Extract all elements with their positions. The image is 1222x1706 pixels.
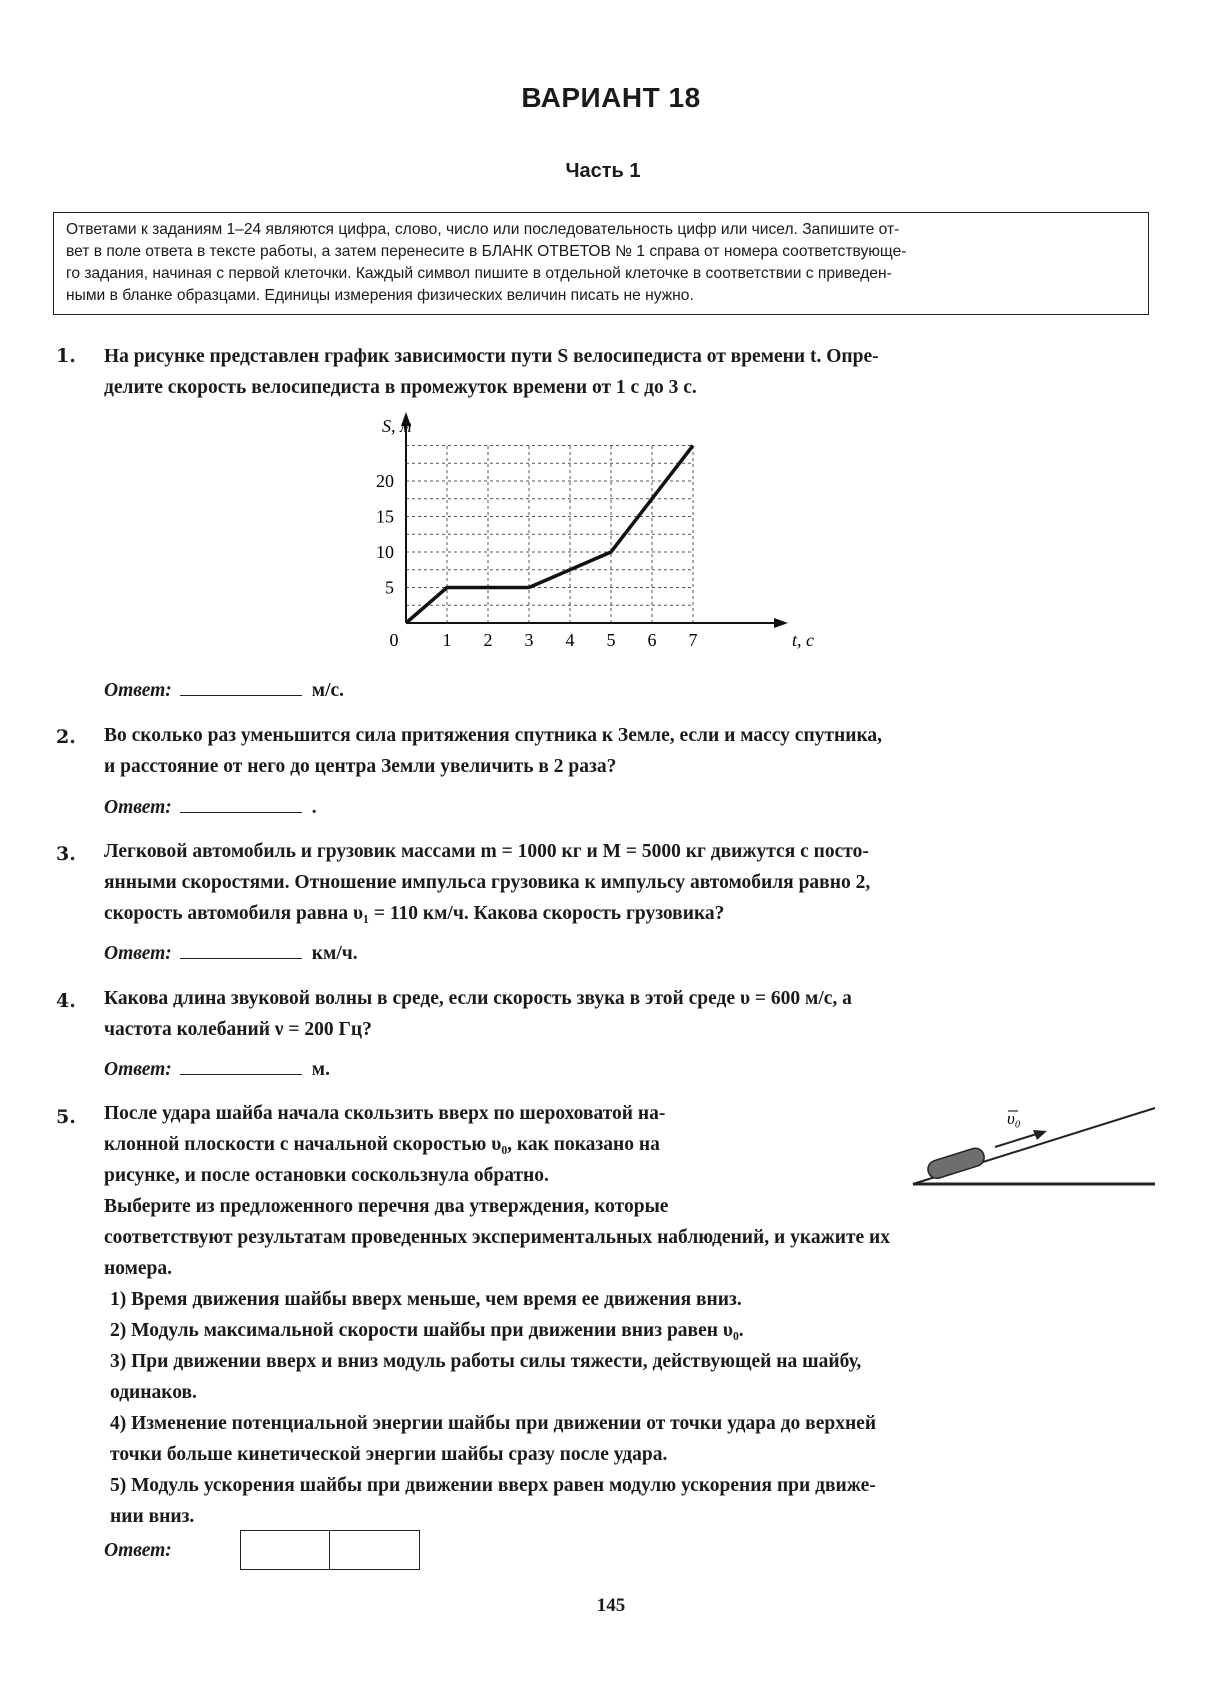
instructions-line: ными в бланке образцами. Единицы измерения физических величин писать не нужно.: [66, 287, 694, 304]
question-4-text: [104, 983, 1154, 1045]
instructions-box: [53, 212, 1149, 315]
question-3-text: [104, 836, 1154, 929]
question-line: Выберите из предложенного перечня два утверждения, которые: [104, 1196, 669, 1217]
question-line: После удара шайба начала скользить вверх по шероховатой на-: [104, 1103, 666, 1124]
option-item: 1) Время движения шайбы вверх меньше, чем время ее движения вниз.: [110, 1289, 742, 1310]
page-number: 145: [596, 1595, 626, 1616]
page-title: ВАРИАНТ 18: [521, 82, 701, 113]
instructions-line: го задания, начиная с первой клеточки. Каждый символ пишите в отдельной клеточке в соответствии с приведен-: [66, 265, 892, 282]
option-item: 2) Модуль максимальной скорости шайбы при движении вниз равен υ₀.: [110, 1320, 744, 1341]
question-line: клонной плоскости с начальной скоростью υ₀, как показано на: [104, 1134, 660, 1155]
x-tick-label: 6: [647, 630, 657, 650]
y-tick-label: 5: [385, 577, 394, 598]
y-tick-label: 10: [376, 542, 394, 562]
question-3-number: 3.: [56, 843, 76, 865]
x-tick-label: 1: [442, 630, 452, 650]
question-2-text: [104, 720, 1154, 782]
question-1-answer: [104, 680, 344, 702]
question-line: янными скоростями. Отношение импульса грузовика к импульсу автомобиля равно 2,: [104, 872, 871, 893]
question-1-number: 1.: [56, 345, 76, 367]
path-time-chart: [370, 410, 840, 665]
velocity-label: υ₀: [1007, 1109, 1021, 1128]
question-line: Легковой автомобиль и грузовик массами m = 1000 кг и M = 5000 кг движутся с посто-: [104, 841, 869, 862]
option-item: 3) При движении вверх и вниз модуль работы силы тяжести, действующей на шайбу,: [110, 1351, 862, 1372]
question-2-number: 2.: [56, 726, 76, 748]
part-heading: Часть 1: [565, 160, 641, 182]
question-line: На рисунке представлен график зависимости пути S велосипедиста от времени t. Опре-: [104, 346, 879, 367]
x-tick-label: 7: [688, 630, 698, 650]
answer-boxes: [240, 1530, 420, 1570]
x-tick-label: 4: [565, 630, 575, 650]
instructions-line: Ответами к заданиям 1–24 являются цифра, слово, число или последовательность цифр или чисел. Запишите от-: [66, 221, 900, 238]
answer-label: Ответ:: [104, 1059, 172, 1080]
answer-field[interactable]: [180, 957, 302, 959]
inclined-plane-figure: [905, 1100, 1161, 1192]
answer-box-1[interactable]: [240, 1530, 330, 1570]
option-item: нии вниз.: [110, 1506, 195, 1527]
chart-grid: [406, 446, 693, 624]
question-line: скорость автомобиля равна υ₁ = 110 км/ч. Какова скорость грузовика?: [104, 903, 725, 924]
question-3-answer: [104, 943, 358, 965]
x-tick-label: 3: [524, 630, 534, 650]
question-5-answer-label: [104, 1540, 172, 1562]
question-line: рисунке, и после остановки соскользнула обратно.: [104, 1165, 549, 1186]
question-4-answer: [104, 1059, 330, 1081]
answer-unit: .: [311, 797, 317, 818]
question-1-text: [104, 341, 1154, 403]
answer-field[interactable]: [180, 811, 302, 813]
question-line: Какова длина звуковой волны в среде, если скорость звука в этой среде υ = 600 м/с, а: [104, 988, 852, 1009]
x-axis-label: t, с: [792, 630, 814, 650]
answer-label: Ответ:: [104, 1540, 172, 1561]
question-line: делите скорость велосипедиста в промежуток времени от 1 с до 3 с.: [104, 377, 697, 398]
answer-label: Ответ:: [104, 797, 172, 818]
y-tick-label: 20: [376, 471, 394, 491]
answer-unit: км/ч.: [311, 943, 358, 964]
y-tick-label: 15: [376, 506, 394, 527]
question-5-options: [110, 1284, 876, 1532]
answer-field[interactable]: [180, 694, 302, 696]
question-line: и расстояние от него до центра Земли увеличить в 2 раза?: [104, 756, 617, 777]
question-2-answer: [104, 797, 317, 819]
question-5-number: 5.: [56, 1106, 76, 1128]
instructions-line: вет в поле ответа в тексте работы, а затем перенесите в БЛАНК ОТВЕТОВ № 1 справа от номера соответствующе-: [66, 243, 907, 260]
question-line: Во сколько раз уменьшится сила притяжения спутника к Земле, если и массу спутника,: [104, 725, 883, 746]
option-item: одинаков.: [110, 1382, 197, 1403]
question-line: номера.: [104, 1258, 173, 1279]
x-axis-arrow: [774, 618, 788, 628]
question-4-number: 4.: [56, 990, 76, 1012]
puck-icon: [926, 1146, 987, 1181]
answer-field[interactable]: [180, 1073, 302, 1075]
question-line: соответствуют результатам проведенных экспериментальных наблюдений, и укажите их: [104, 1227, 891, 1248]
x-tick-label: 2: [483, 630, 493, 650]
x-tick-label: 5: [606, 630, 616, 650]
answer-label: Ответ:: [104, 943, 172, 964]
option-item: 4) Изменение потенциальной энергии шайбы при движении от точки удара до верхней: [110, 1413, 877, 1434]
option-item: 5) Модуль ускорения шайбы при движении вверх равен модулю ускорения при движе-: [110, 1475, 876, 1496]
answer-unit: м.: [311, 1059, 330, 1080]
velocity-arrowhead: [1033, 1130, 1047, 1140]
answer-unit: м/с.: [311, 680, 345, 701]
question-line: частота колебаний ν = 200 Гц?: [104, 1019, 372, 1040]
y-axis-label: S, м: [382, 416, 412, 436]
answer-box-2[interactable]: [330, 1530, 420, 1570]
chart-axes: [401, 412, 788, 628]
answer-label: Ответ:: [104, 680, 172, 701]
option-item: точки больше кинетической энергии шайбы сразу после удара.: [110, 1444, 668, 1465]
x-tick-label: 0: [389, 630, 399, 650]
question-5-text: [104, 1098, 894, 1284]
